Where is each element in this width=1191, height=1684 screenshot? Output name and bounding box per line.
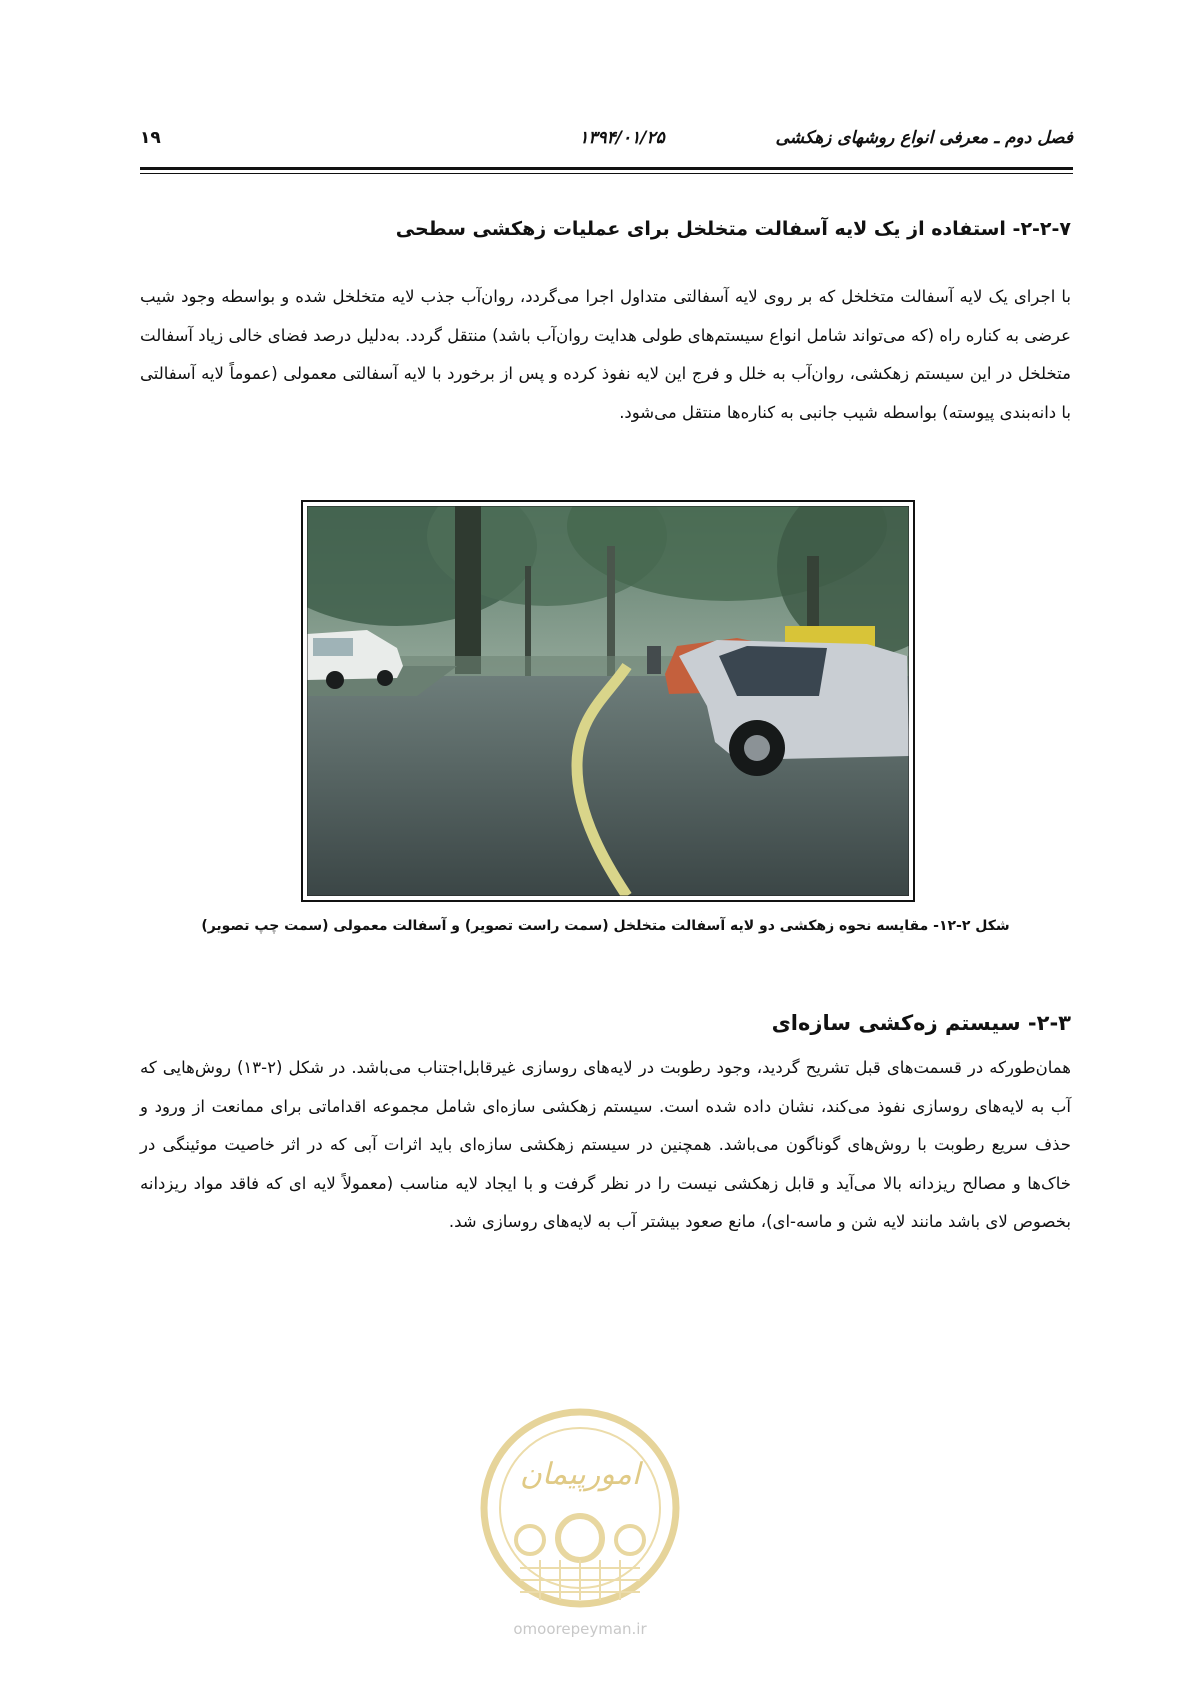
header-date: ۱۳۹۴/۰۱/۲۵ bbox=[579, 128, 665, 148]
figure-caption: شکل ۲-۱۲- مقایسه نحوه زهکشی دو لایه آسفالت متخلخل (سمت راست تصویر) و آسفالت معمولی (سمت چپ تصویر) bbox=[201, 918, 1010, 934]
watermark-logo bbox=[474, 1400, 686, 1620]
header-rule-thin bbox=[140, 173, 1073, 174]
header-rule-thick bbox=[140, 167, 1073, 170]
chapter-title: فصل دوم ـ معرفی انواع روشهای زهکشی bbox=[775, 128, 1073, 148]
section-heading-porous-asphalt: ۲-۲-۷- استفاده از یک لایه آسفالت متخلخل برای عملیات زهکشی سطحی bbox=[395, 218, 1071, 240]
page-number: ۱۹ bbox=[140, 128, 161, 148]
watermark-logo-text: امورپیمان bbox=[519, 1457, 641, 1492]
road-photo-illustration bbox=[307, 506, 909, 896]
page-header bbox=[140, 128, 1073, 162]
section-heading-structural-drainage: ۲-۳- سیستم زه‌کشی سازه‌ای bbox=[771, 1011, 1071, 1035]
watermark-url: omoorepeyman.ir bbox=[513, 1620, 647, 1638]
section-paragraph-porous-asphalt: با اجرای یک لایه آسفالت متخلخل که بر روی لایه آسفالتی متداول اجرا می‌گردد، روان‌آب جذب لایه متخلخل شده و بواسطه وجود شیب عرضی به کناره راه (که می‌تواند شامل انواع سیستم‌های طولی هدایت روان‌آب باشد) منتقل گردد. به‌دلیل درصد فضای خالی زیاد آسفالت متخلخل در این سیستم زهکشی، روان‌آب به خلل و فرج این لایه نفوذ کرده و پس از برخورد با لایه آسفالتی معمولی (عموماً لایه آسفالتی با دانه‌بندی پیوسته) بواسطه شیب جانبی به کناره‌ها منتقل می‌شود. bbox=[140, 287, 1071, 422]
section-paragraph-structural-drainage: همان‌طورکه در قسمت‌های قبل تشریح گردید، وجود رطوبت در لایه‌های روسازی غیرقابل‌اجتناب می‌باشد. در شکل (۲-۱۳) روش‌هایی که آب به لایه‌های روسازی نفوذ می‌کند، نشان داده شده است. سیستم زهکشی سازه‌ای شامل مجموعه اقداماتی برای ممانعت از ورود و حذف سریع رطوبت با روش‌های گوناگون می‌باشد. همچنین در سیستم زهکشی سازه‌ای باید اثرات آبی که در اثر خاصیت موئینگی در خاک‌ها و مصالح ریزدانه بالا می‌آید و قابل زهکشی نیست را در نظر گرفت و با ایجاد لایه مناسب (معمولاً لایه ای که فاقد مواد ریزدانه بخصوص لای باشد مانند لایه شن و ماسه-ای)، مانع صعود بیشتر آب به لایه‌های روسازی شد. bbox=[140, 1058, 1071, 1231]
watermark bbox=[474, 1400, 686, 1648]
figure-road-photo bbox=[301, 500, 915, 902]
